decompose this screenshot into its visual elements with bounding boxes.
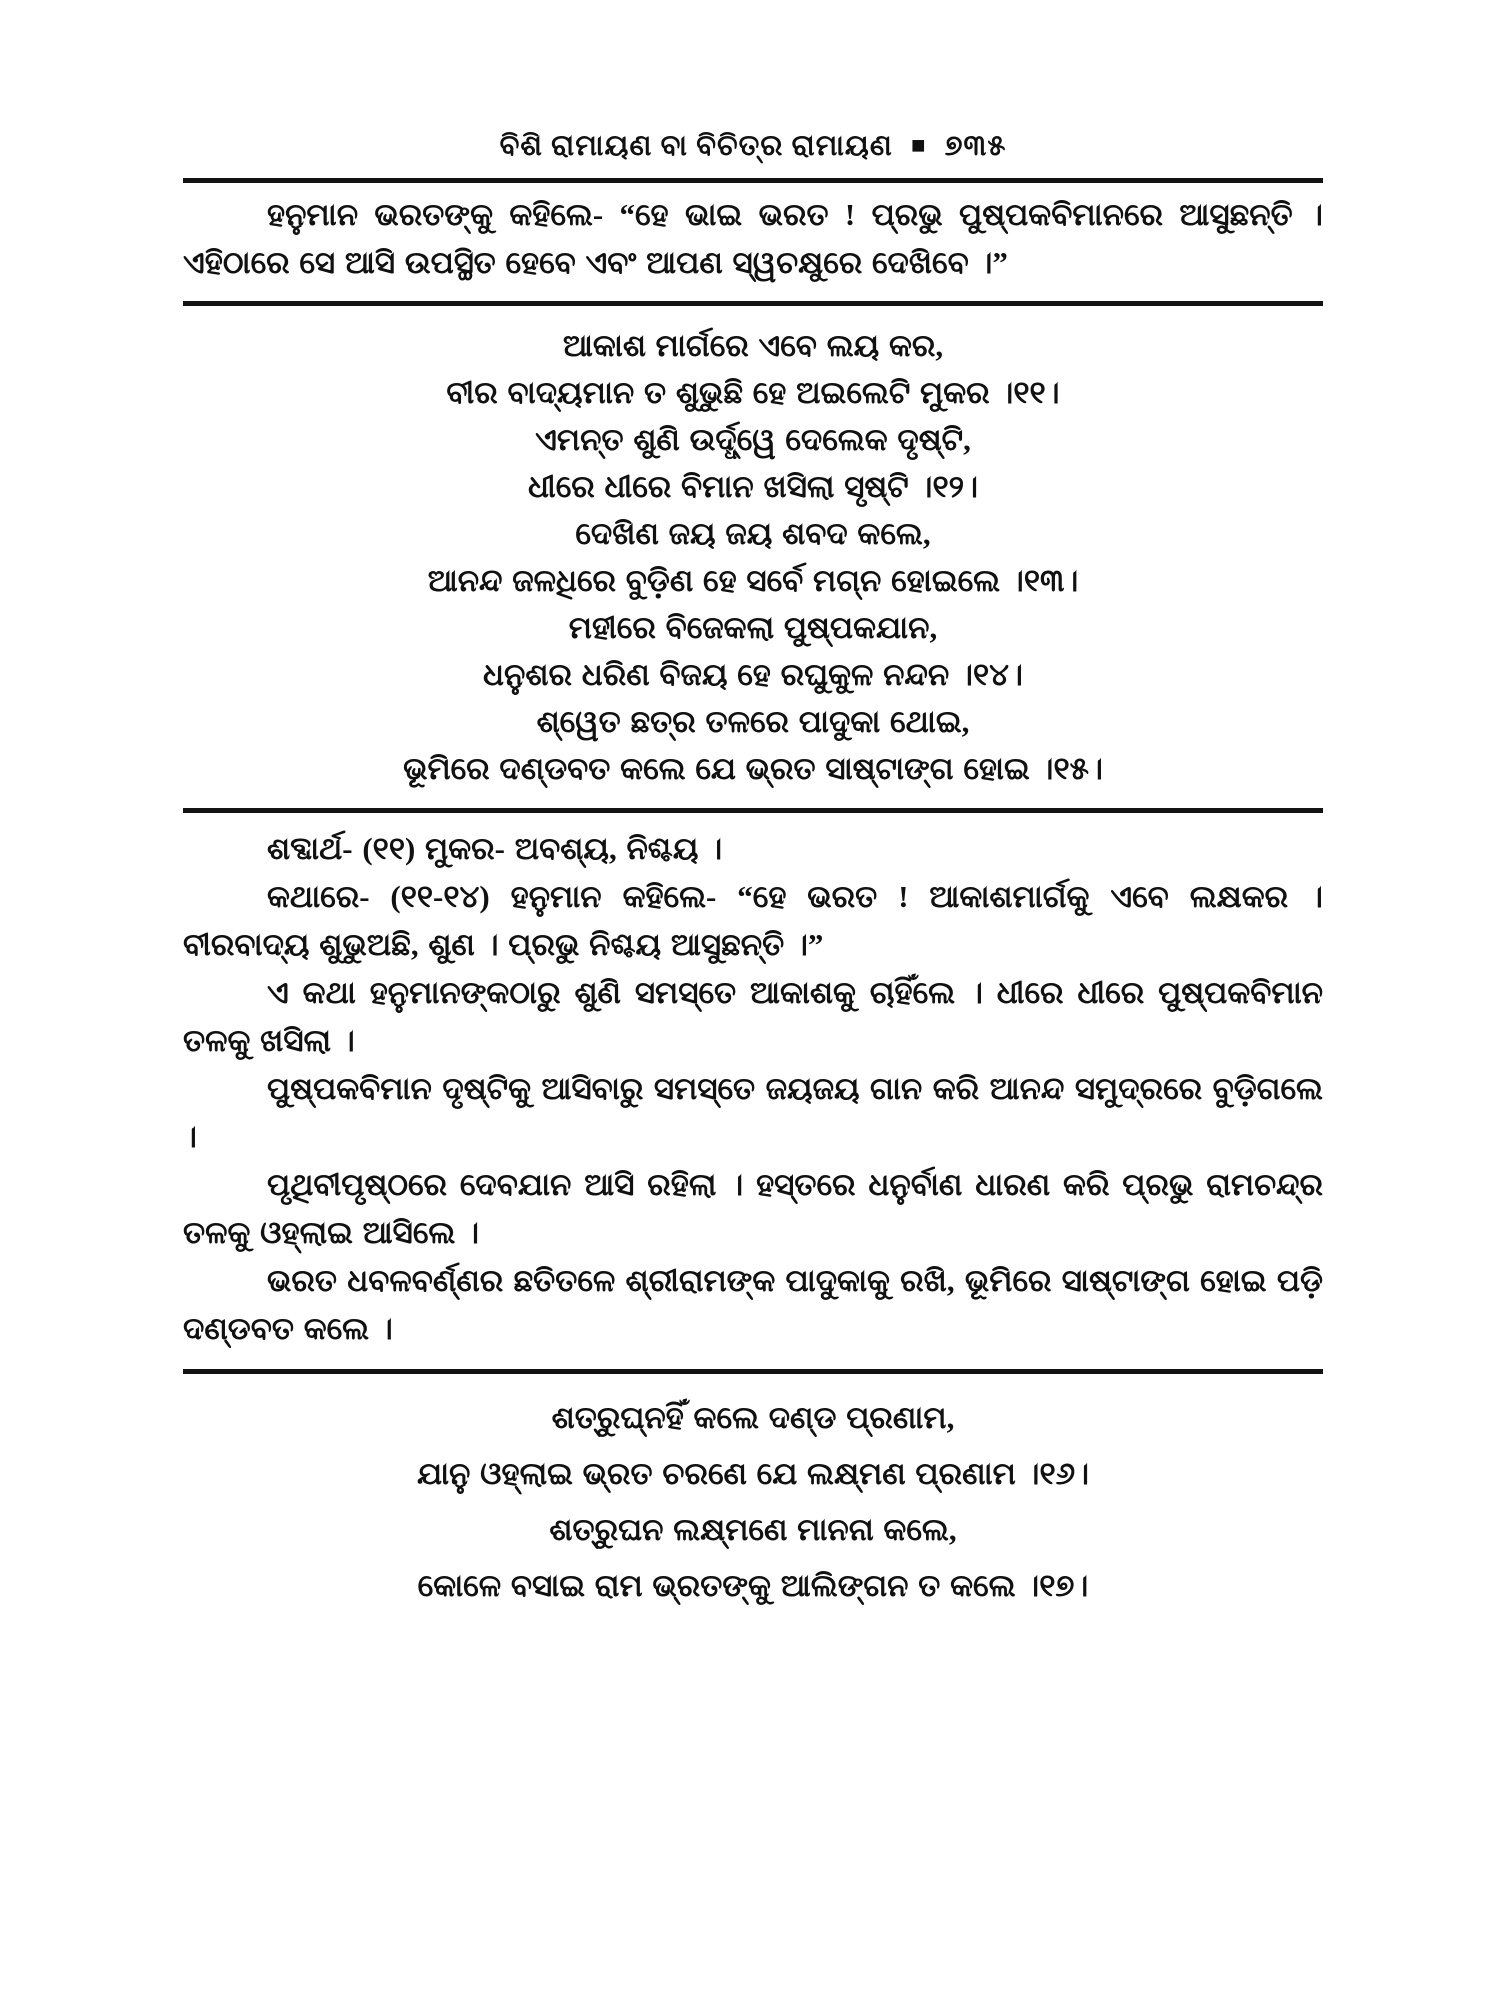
verse-line: ମହୀରେ ବିଜେକଲା ପୁଷ୍ପକଯାନ,	[568, 610, 938, 645]
verse-line: ଶ୍ୱେତ ଛତ୍ର ତଳରେ ପାଦୁକା ଥୋଇ,	[536, 704, 970, 739]
divider-rule-verse1-bottom	[183, 808, 1323, 813]
verse-line: ଆନନ୍ଦ ଜଳଧିରେ ବୁଡ଼ିଣ ହେ ସର୍ବେ ମଗ୍ନ ହୋଇଲେ ।୧୩।	[427, 563, 1079, 598]
intro-paragraph: ହନୁମାନ ଭରତଙ୍କୁ କହିଲେ- “ହେ ଭାଇ ଭରତ ! ପ୍ରଭୁ ପୁଷ୍ପକବିମାନରେ ଆସୁଛନ୍ତି । ଏହିଠାରେ ସେ ଆସି ଉପସ୍ଥିତ ହେବେ ଏବଂ ଆପଣ ସ୍ୱଚକ୍ଷୁରେ ଦେଖିବେ ।”	[183, 197, 1323, 280]
verse-line: ଯାନୁ ଓହ୍ଲାଇ ଭ୍ରତ ଚରଣେ ଯେ ଲକ୍ଷ୍ମଣ ପ୍ରଣାମ ।୧୬।	[416, 1456, 1090, 1491]
verse-line: ଦେଖିଣ ଜୟ ଜୟ ଶବଦ କଲେ,	[575, 516, 931, 551]
divider-rule-verse2-top	[183, 1369, 1323, 1374]
verse-line: ଧୀରେ ଧୀରେ ବିମାନ ଖସିଲା ସୃଷ୍ଟି ।୧୨।	[527, 469, 979, 504]
commentary-section	[183, 821, 1323, 1359]
verse-line: ଶତ୍ରୁଘନ ଲକ୍ଷ୍ମଣେ ମାନନା କଲେ,	[549, 1512, 957, 1547]
verse-line: କୋଳେ ବସାଇ ରାମ ଭ୍ରତଙ୍କୁ ଆଲିଙ୍ଗନ ତ କଲେ ।୧୭।	[417, 1568, 1089, 1603]
verse-line: ଏମନ୍ତ ଶୁଣି ଉର୍ଦ୍ଧ୍ୱେ ଦେଲେକ ଦୃଷ୍ଟି,	[535, 422, 971, 457]
commentary-paragraph: କଥାରେ- (୧୧-୧୪) ହନୁମାନ କହିଲେ- “ହେ ଭରତ ! ଆକାଶମାର୍ଗକୁ ଏବେ ଲକ୍ଷକର । ବୀରବାଦ୍ୟ ଶୁଭୁଅଛି, ଶୁଣ । ପ୍ରଭୁ ନିଶ୍ଚୟ ଆସୁଛନ୍ତି ।”	[183, 879, 1323, 962]
verse-line: ଆକାଶ ମାର୍ଗରେ ଏବେ ଲୟ କର,	[562, 328, 944, 363]
page-header	[183, 126, 1323, 168]
commentary-paragraph: ପୃଥିବୀପୃଷ୍ଠରେ ଦେବଯାନ ଆସି ରହିଲା । ହସ୍ତରେ ଧନୁର୍ବାଣ ଧାରଣ କରି ପ୍ରଭୁ ରାମଚନ୍ଦ୍ର ତଳକୁ ଓହ୍ଲାଇ ଆସିଲେ ।	[183, 1167, 1323, 1250]
verse-block-2	[183, 1382, 1323, 1620]
page-content	[183, 0, 1323, 1620]
commentary-paragraph: ଏ କଥା ହନୁମାନଙ୍କଠାରୁ ଶୁଣି ସମସ୍ତେ ଆକାଶକୁ ଚାହିଁଲେ । ଧୀରେ ଧୀରେ ପୁଷ୍ପକବିମାନ ତଳକୁ ଖସିଲା ।	[183, 975, 1323, 1058]
divider-rule-header	[183, 178, 1323, 183]
divider-rule-verse1-top	[183, 301, 1323, 306]
running-title: ବିଶି ରାମାୟଣ ବା ବିଚିତ୍ର ରାମାୟଣ	[499, 130, 893, 162]
verse-line: ଭୂମିରେ ଦଣ୍ଡବତ କଲେ ଯେ ଭ୍ରତ ସାଷ୍ଟାଙ୍ଗ ହୋଇ ।୧୫।	[403, 751, 1103, 786]
header-square-icon: ■	[911, 133, 927, 159]
verse-block-1	[183, 314, 1323, 798]
commentary-paragraph: ପୁଷ୍ପକବିମାନ ଦୃଷ୍ଟିକୁ ଆସିବାରୁ ସମସ୍ତେ ଜୟଜୟ ଗାନ କରି ଆନନ୍ଦ ସମୁଦ୍ରରେ ବୁଡ଼ିଗଲେ ।	[183, 1071, 1323, 1154]
verse-line: ବୀର ବାଦ୍ୟମାନ ତ ଶୁଭୁଛି ହେ ଅଇଲେଟି ମୁକର ।୧୧।	[446, 375, 1060, 410]
verse-line: ଧନୁଶର ଧରିଣ ବିଜୟ ହେ ରଘୁକୁଳ ନନ୍ଦନ ।୧୪।	[483, 657, 1023, 692]
verse-line: ଶତ୍ରୁଘ୍ନହିଁ କଲେ ଦଣ୍ଡ ପ୍ରଣାମ,	[551, 1400, 955, 1435]
page-number: ୭୩୫	[944, 130, 1007, 162]
commentary-paragraph: ଭରତ ଧବଳବର୍ଣ୍ଣର ଛତିତଳେ ଶ୍ରୀରାମଙ୍କ ପାଦୁକାକୁ ରଖି, ଭୂମିରେ ସାଷ୍ଟାଙ୍ଗ ହୋଇ ପଡ଼ି ଦଣ୍ଡବତ କଲେ ।	[183, 1263, 1323, 1346]
word-meaning-paragraph: ଶବ୍ଦାର୍ଥ- (୧୧) ମୁକର- ଅବଶ୍ୟ, ନିଶ୍ଚୟ ।	[267, 831, 723, 866]
